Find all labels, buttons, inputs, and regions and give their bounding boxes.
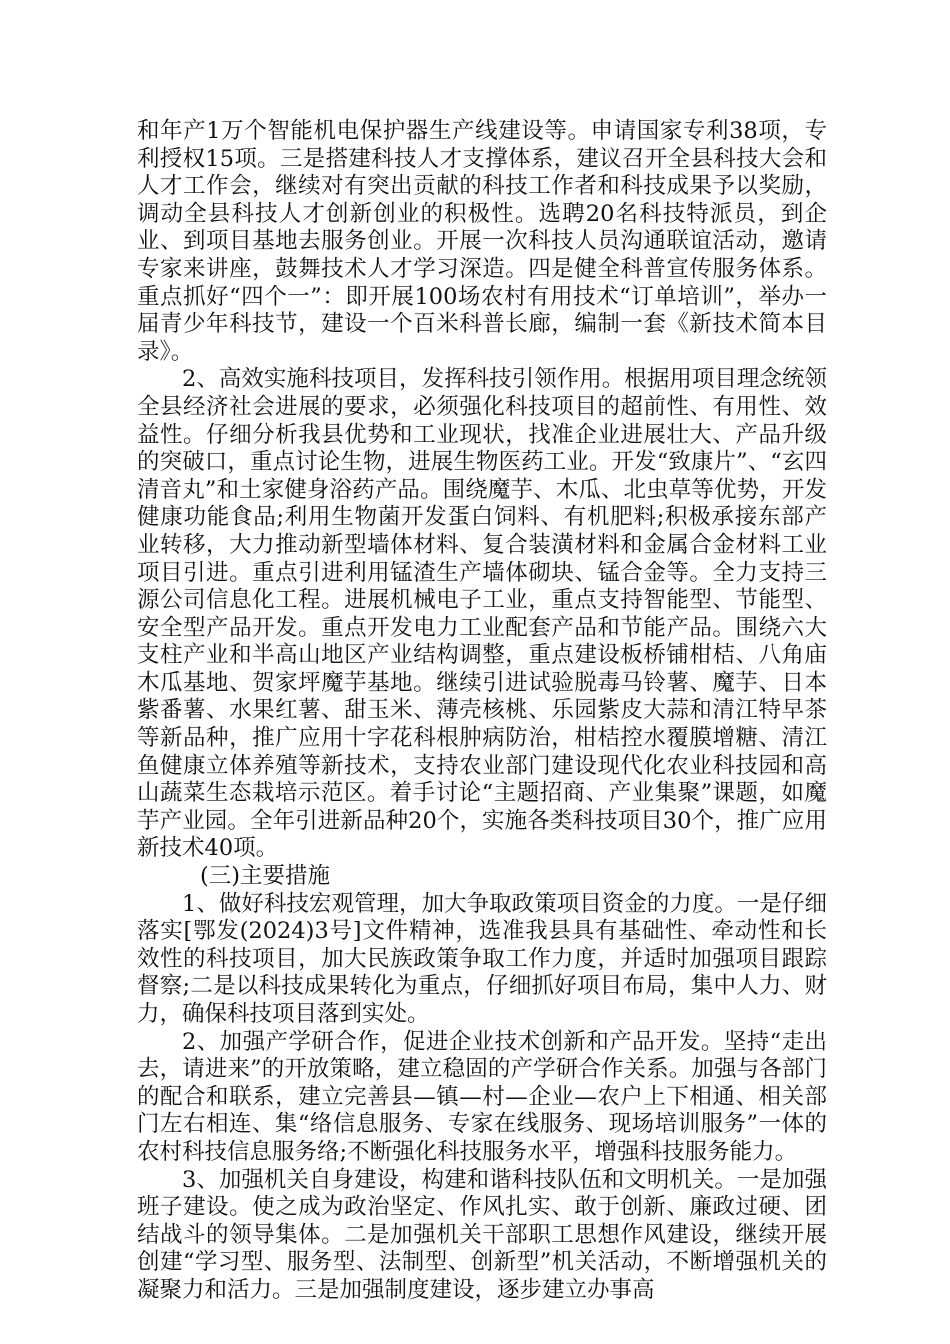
paragraph-agency-self-building: 3、加强机关自身建设，构建和谐科技队伍和文明机关。一是加强班子建设。使之成为政治坚定、作风扎实、敢于创新、廉政过硬、团结战斗的领导集体。二是加强机关干部职工思想作风建设，继续开展创建“学习型、服务型、法制型、创新型”机关活动，不断增强机关的凝聚力和活力。三是加强制度建设，逐步建立办事高 [137, 1166, 827, 1303]
paragraph-continuation: 和年产1万个智能机电保护器生产线建设等。申请国家专利38项，专利授权15项。三是搭建科技人才支撑体系，建议召开全县科技大会和人才工作会，继续对有突出贡献的科技工作者和科技成果予以奖励，调动全县科技人才创新创业的积极性。选聘20名科技特派员，到企业、到项目基地去服务创业。开展一次科技人员沟通联谊活动，邀请专家来讲座，鼓舞技术人才学习深造。四是健全科普宣传服务体系。重点抓好“四个一”：即开展100场农村有用技术“订单培训”，举办一届青少年科技节，建设一个百米科普长廊，编制一套《新技术简本目录》。 [137, 118, 827, 365]
section-heading-main-measures: (三)主要措施 [200, 863, 331, 890]
paragraph-industry-research-cooperation: 2、加强产学研合作，促进企业技术创新和产品开发。坚持“走出去，请进来”的开放策略，建立稳固的产学研合作关系。加强与各部门的配合和联系，建立完善县—镇—村—企业—农户上下相通、相关部门左右相连、集“络信息服务、专家在线服务、现场培训服务”一体的农村科技信息服务络;不断强化科技服务水平，增强科技服务能力。 [137, 1028, 827, 1165]
paragraph-science-projects: 2、高效实施科技项目，发挥科技引领作用。根据用项目理念统领全县经济社会进展的要求，必须强化科技项目的超前性、有用性、效益性。仔细分析我县优势和工业现状，找准企业进展壮大、产品升级的突破口，重点讨论生物，进展生物医药工业。开发“致康片”、“玄四清音丸”和土家健身浴药产品。围绕魔芋、木瓜、北虫草等优势，开发健康功能食品;利用生物菌开发蛋白饲料、有机肥料;积极承接东部产业转移，大力推动新型墙体材料、复合装潢材料和金属合金材料工业项目引进。重点引进利用锰渣生产墙体砌块、锰合金等。全力支持三源公司信息化工程。进展机械电子工业，重点支持智能型、节能型、安全型产品开发。重点开发电力工业配套产品和节能产品。围绕六大支柱产业和半高山地区产业结构调整，重点建设板桥铺柑桔、八角庙木瓜基地、贺家坪魔芋基地。继续引进试验脱毒马铃薯、魔芋、日本紫番薯、水果红薯、甜玉米、薄壳核桃、乐园紫皮大蒜和清江特早茶等新品种，推广应用十字花科根肿病防治，柑桔控水覆膜增糖、清江鱼健康立体养殖等新技术，支持农业部门建设现代化农业科技园和高山蔬菜生态栽培示范区。着手讨论“主题招商、产业集聚”课题，如魔芋产业园。全年引进新品种20个，实施各类科技项目30个，推广应用新技术40项。 [137, 366, 827, 862]
paragraph-macro-management: 1、做好科技宏观管理，加大争取政策项目资金的力度。一是仔细落实[鄂发(2024)3号]文件精神，选准我县具有基础性、牵动性和长效性的科技项目，加大民族政策争取工作力度，并适时加强项目跟踪督察;二是以科技成果转化为重点，仔细抓好项目布局，集中人力、财力，确保科技项目落到实处。 [137, 890, 827, 1027]
document-body [137, 118, 827, 1305]
